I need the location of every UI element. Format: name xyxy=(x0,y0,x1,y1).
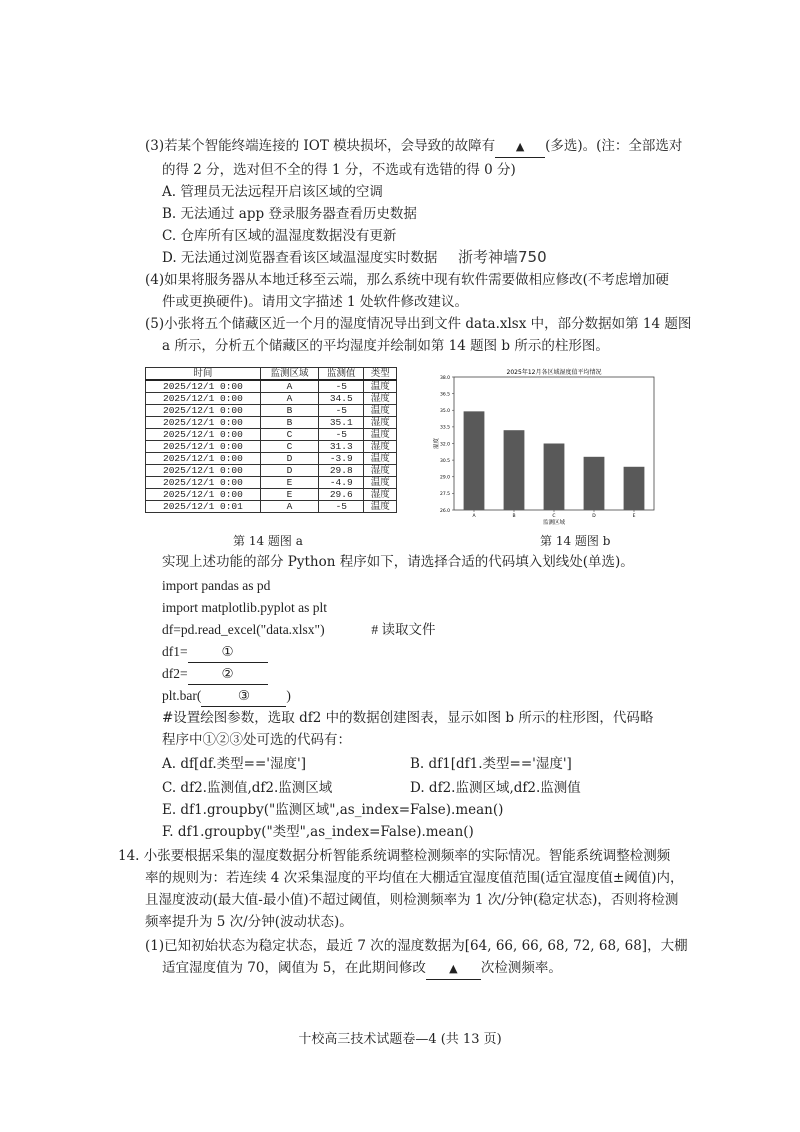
q14-sub1-line2 xyxy=(162,958,562,980)
code-text: df2= xyxy=(162,666,188,681)
table-body xyxy=(146,380,397,513)
y-tick-label: 33.5 xyxy=(439,425,450,431)
table-cell: 2025/12/1 0:00 xyxy=(146,453,261,465)
q14-sub1-line1: (1)已知初始状态为稳定状态，最近 7 次的湿度数据为[64, 66, 66, 68, 72, 68, 68]，大棚 xyxy=(145,938,688,954)
table-row xyxy=(146,465,397,477)
caption-figure-b: 第 14 题图 b xyxy=(540,534,611,548)
y-tick-label: 30.5 xyxy=(439,458,450,464)
table-cell: -5 xyxy=(319,380,364,393)
choice-d: D. df2.监测区域,df2.监测值 xyxy=(410,780,581,796)
watermark: 浙考神墙750 xyxy=(458,248,547,266)
table-cell: -4.9 xyxy=(319,477,364,489)
code-note-1: #设置绘图参数，选取 df2 中的数据创建图表，显示如图 b 所示的柱形图，代码略 xyxy=(162,710,654,726)
bar-A xyxy=(464,411,485,510)
q4-line2: 件或更换硬件)。请用文字描述 1 处软件修改建议。 xyxy=(162,294,468,310)
table-header: 监测区域 xyxy=(260,368,318,381)
data-table xyxy=(145,367,397,513)
code-line-2: import matplotlib.pyplot as plt xyxy=(162,600,327,615)
q4-line1: (4)如果将服务器从本地迁移至云端，那么系统中现有软件需要做相应修改(不考虑增加硬 xyxy=(145,272,669,288)
q14-sub1-text-tail: 次检测频率。 xyxy=(480,960,562,976)
choice-b: B. df1[df1.类型=='湿度'] xyxy=(410,756,572,772)
table-cell: 2025/12/1 0:00 xyxy=(146,489,261,501)
bar-B xyxy=(504,430,525,510)
choice-a: A. df[df.类型=='湿度'] xyxy=(162,756,306,772)
table-cell: B xyxy=(260,417,318,429)
y-tick-label: 35.0 xyxy=(439,409,450,415)
x-tick-label: D xyxy=(592,514,596,519)
x-tick-label: C xyxy=(552,514,556,519)
code-intro: 实现上述功能的部分 Python 程序如下，请选择合适的代码填入划线处(单选)。 xyxy=(162,554,634,570)
table-cell: E xyxy=(260,489,318,501)
code-note-2: 程序中①②③处可选的代码有： xyxy=(162,732,351,748)
circled-2: ② xyxy=(221,666,234,681)
x-tick-label: E xyxy=(632,514,636,519)
y-axis-label: 湿度 xyxy=(434,437,440,450)
table-cell: 湿度 xyxy=(364,489,397,501)
y-tick-label: 36.5 xyxy=(439,392,450,398)
circled-1: ① xyxy=(221,644,234,659)
page-footer: 十校高三技术试题卷—4 (共 13 页) xyxy=(298,1032,502,1047)
table-cell: A xyxy=(260,393,318,405)
table-cell: 34.5 xyxy=(319,393,364,405)
choice-e: E. df1.groupby("监测区域",as_index=False).mean() xyxy=(162,802,504,818)
code-text: df1= xyxy=(162,644,188,659)
q3-option-b: B. 无法通过 app 登录服务器查看历史数据 xyxy=(162,206,417,222)
table-row xyxy=(146,429,397,441)
circled-3: ③ xyxy=(237,688,250,703)
table-row xyxy=(146,417,397,429)
choice-f: F. df1.groupby("类型",as_index=False).mean() xyxy=(162,824,474,840)
y-tick-label: 38.0 xyxy=(439,375,450,381)
code-comment: # 读取文件 xyxy=(371,622,436,637)
table-cell: 湿度 xyxy=(364,393,397,405)
table-cell: 温度 xyxy=(364,477,397,489)
table-cell: -3.9 xyxy=(319,453,364,465)
q14-sub1-text: 适宜湿度值为 70，阈值为 5，在此期间修改 xyxy=(162,960,426,976)
table-cell: 29.8 xyxy=(319,465,364,477)
table-cell: 2025/12/1 0:00 xyxy=(146,465,261,477)
code-line-6 xyxy=(162,686,291,707)
table-cell: 温度 xyxy=(364,501,397,513)
table-cell: -5 xyxy=(319,501,364,513)
table-row xyxy=(146,453,397,465)
answer-mark: ▲ xyxy=(515,140,525,153)
table-cell: -5 xyxy=(319,429,364,441)
answer-mark: ▲ xyxy=(449,962,458,975)
q3-option-c: C. 仓库所有区域的温湿度数据没有更新 xyxy=(162,228,397,244)
code-line-4 xyxy=(162,642,268,663)
x-tick-label: A xyxy=(472,514,476,519)
y-tick-label: 26.0 xyxy=(439,508,450,514)
q3-answer-blank xyxy=(495,136,545,158)
code-text: df=pd.read_excel("data.xlsx") xyxy=(162,622,325,637)
code-line-1: import pandas as pd xyxy=(162,578,271,593)
bar-E xyxy=(624,467,645,510)
q3-stem-tail: (多选)。(注：全部选对 xyxy=(545,138,683,154)
table-cell: A xyxy=(260,380,318,393)
q3-line2: 的得 2 分，选对但不全的得 1 分，不选或有选错的得 0 分) xyxy=(162,162,516,178)
table-cell: C xyxy=(260,429,318,441)
y-tick-label: 32.0 xyxy=(439,442,450,448)
chart-title: 2025年12月各区域湿度值平均情况 xyxy=(506,369,602,376)
q14-answer-blank xyxy=(426,958,481,980)
choice-c: C. df2.监测值,df2.监测区域 xyxy=(162,780,333,796)
table-cell: 29.6 xyxy=(319,489,364,501)
q14-line4: 频率提升为 5 次/分钟(波动状态)。 xyxy=(145,914,353,930)
table-cell: 湿度 xyxy=(364,441,397,453)
code-text: plt.bar( xyxy=(162,688,202,703)
bar-chart xyxy=(430,365,665,525)
code-line-5 xyxy=(162,664,268,685)
table-cell: E xyxy=(260,477,318,489)
q14-line2: 率的规则为：若连续 4 次采集湿度的平均值在大棚适宜湿度值范围(适宜湿度值±阈值)内， xyxy=(145,870,684,886)
table-cell: 35.1 xyxy=(319,417,364,429)
blank-3 xyxy=(201,686,286,707)
table-cell: D xyxy=(260,453,318,465)
bar-D xyxy=(584,457,605,510)
table-cell: 2025/12/1 0:00 xyxy=(146,417,261,429)
q14-line1: 14. 小张要根据采集的湿度数据分析智能系统调整检测频率的实际情况。智能系统调整检测频 xyxy=(118,848,671,864)
table-cell: 2025/12/1 0:00 xyxy=(146,441,261,453)
table-row xyxy=(146,380,397,393)
table-cell: 2025/12/1 0:00 xyxy=(146,477,261,489)
table-row xyxy=(146,477,397,489)
q5-line1: (5)小张将五个储藏区近一个月的湿度情况导出到文件 data.xlsx 中，部分数据如第 14 题图 xyxy=(145,316,692,332)
table-cell: -5 xyxy=(319,405,364,417)
table-cell: 温度 xyxy=(364,380,397,393)
q3-option-a: A. 管理员无法远程开启该区域的空调 xyxy=(162,184,383,200)
table-row xyxy=(146,393,397,405)
table-header: 时间 xyxy=(146,368,261,381)
table-cell: 温度 xyxy=(364,429,397,441)
table-header: 监测值 xyxy=(319,368,364,381)
table-cell: 2025/12/1 0:00 xyxy=(146,429,261,441)
table-row xyxy=(146,489,397,501)
q3-line1 xyxy=(145,136,682,158)
table-row xyxy=(146,501,397,513)
q3-stem: (3)若某个智能终端连接的 IOT 模块损坏，会导致的故障有 xyxy=(145,138,496,154)
bar-C xyxy=(544,444,565,511)
table-cell: C xyxy=(260,441,318,453)
table-cell: 2025/12/1 0:00 xyxy=(146,380,261,393)
table-row xyxy=(146,405,397,417)
table-cell: 2025/12/1 0:00 xyxy=(146,393,261,405)
q3-option-d: D. 无法通过浏览器查看该区域温湿度实时数据 xyxy=(162,250,438,266)
caption-figure-a: 第 14 题图 a xyxy=(233,534,303,548)
y-tick-label: 27.5 xyxy=(439,492,450,498)
table-cell: 温度 xyxy=(364,453,397,465)
table-header: 类型 xyxy=(364,368,397,381)
table-header-row xyxy=(146,368,397,381)
x-tick-label: B xyxy=(512,514,516,519)
q5-line2: a 所示，分析五个储藏区的平均湿度并绘制如第 14 题图 b 所示的柱形图。 xyxy=(162,338,609,354)
table-cell: B xyxy=(260,405,318,417)
code-line-3 xyxy=(162,620,435,640)
q14-line3: 且湿度波动(最大值-最小值)不超过阈值，则检测频率为 1 次/分钟(稳定状态)，否则将检测 xyxy=(145,892,679,908)
table-cell: 温度 xyxy=(364,405,397,417)
y-tick-label: 29.0 xyxy=(439,475,450,481)
table-cell: 31.3 xyxy=(319,441,364,453)
table-cell: 湿度 xyxy=(364,417,397,429)
table-cell: 湿度 xyxy=(364,465,397,477)
code-text: ) xyxy=(286,688,291,703)
x-axis-label: 监测区域 xyxy=(542,520,566,525)
table-cell: 2025/12/1 0:01 xyxy=(146,501,261,513)
blank-2 xyxy=(188,664,268,685)
table-row xyxy=(146,441,397,453)
table-cell: 2025/12/1 0:00 xyxy=(146,405,261,417)
table-cell: D xyxy=(260,465,318,477)
table-cell: A xyxy=(260,501,318,513)
blank-1 xyxy=(188,642,268,663)
